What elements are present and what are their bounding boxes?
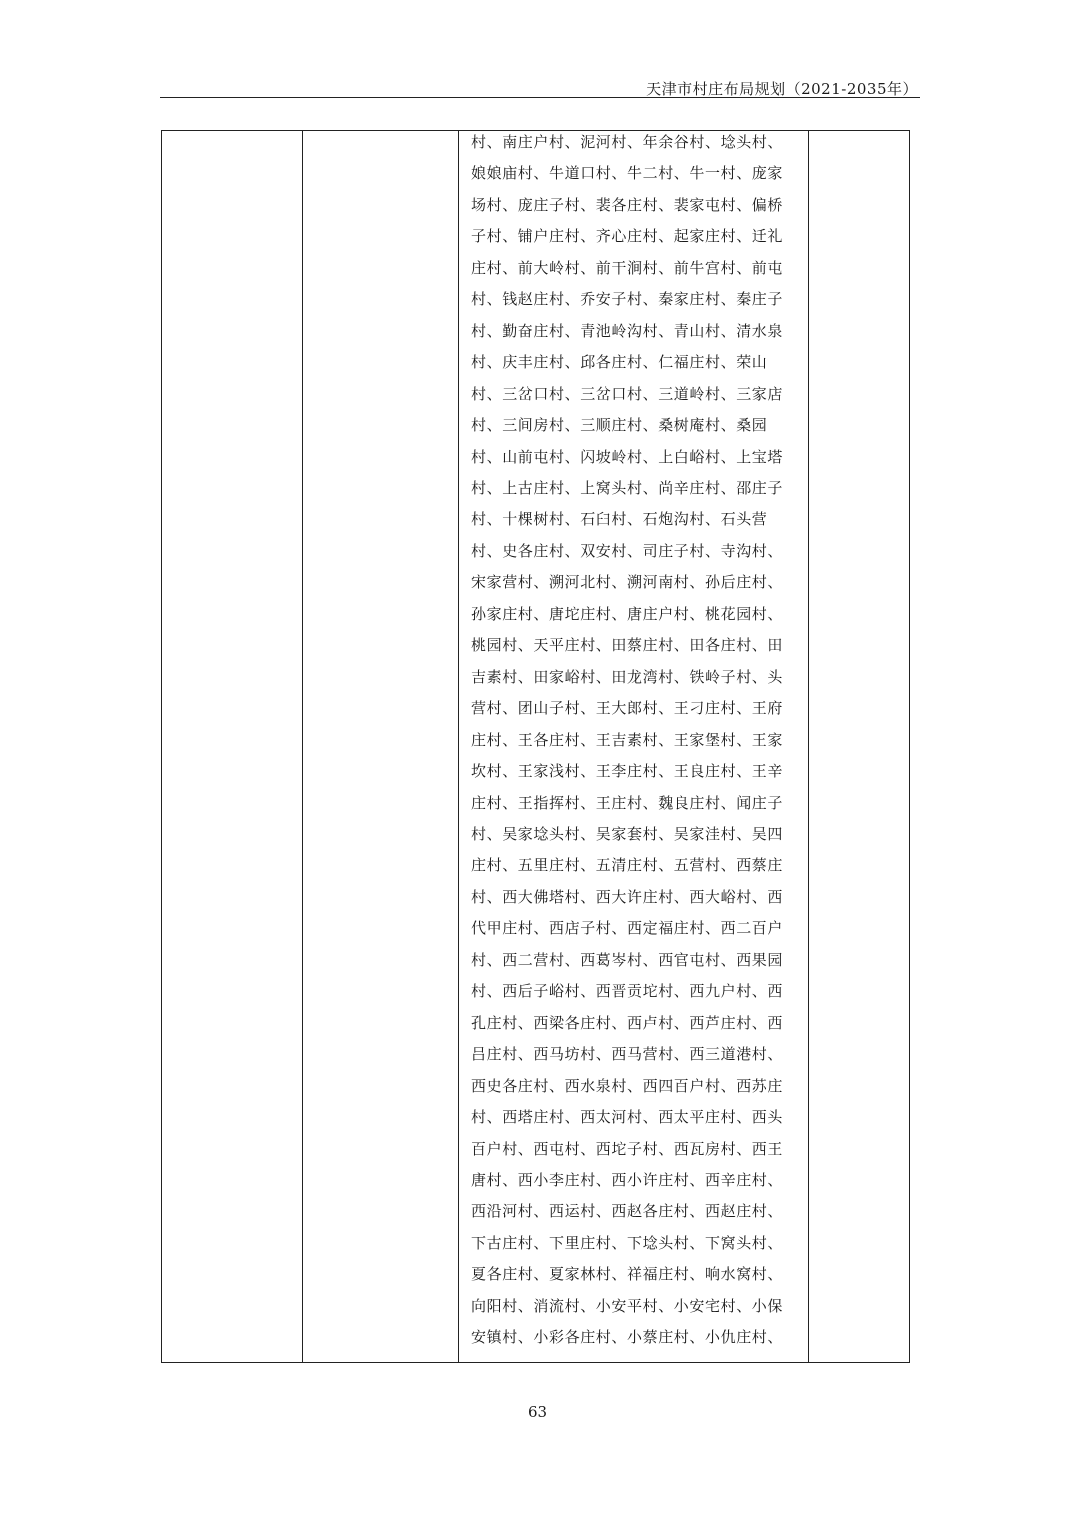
- village-list-line: 村、西大佛塔村、西大许庄村、西大峪村、西: [471, 887, 784, 906]
- village-list-line: 子村、铺户庄村、齐心庄村、起家庄村、迁礼: [471, 227, 784, 246]
- village-list-line: 唐村、西小李庄村、西小许庄村、西辛庄村、: [471, 1170, 784, 1189]
- village-list-line: 村、三间房村、三顺庄村、桑树庵村、桑园: [471, 416, 768, 435]
- page-header-title: 天津市村庄布局规划（2021-2035年）: [646, 80, 918, 98]
- village-list-line: 吉素村、田家峪村、田龙湾村、铁岭子村、头: [471, 667, 784, 686]
- village-list-line: 下古庄村、下里庄村、下埝头村、下窝头村、: [471, 1233, 784, 1252]
- village-list-cell: [471, 127, 797, 1354]
- village-list-line: 西沿河村、西运村、西赵各庄村、西赵庄村、: [471, 1202, 784, 1221]
- village-list-line: 安镇村、小彩各庄村、小蔡庄村、小仇庄村、: [471, 1328, 784, 1347]
- village-list-line: 村、十棵树村、石臼村、石炮沟村、石头营: [471, 510, 768, 529]
- table-column-divider: [302, 131, 303, 1362]
- village-list-line: 场村、庞庄子村、裴各庄村、裴家屯村、偏桥: [471, 195, 784, 214]
- village-list-line: 营村、团山子村、王大郎村、王刁庄村、王府: [471, 699, 784, 718]
- village-table: [161, 130, 910, 1363]
- village-list-line: 百户村、西屯村、西坨子村、西瓦房村、西王: [471, 1139, 784, 1158]
- village-list-line: 向阳村、消流村、小安平村、小安宅村、小保: [471, 1296, 784, 1315]
- village-list-line: 夏各庄村、夏家林村、祥福庄村、响水窝村、: [471, 1265, 784, 1284]
- village-list-line: 西史各庄村、西水泉村、西四百户村、西苏庄: [471, 1076, 784, 1095]
- village-list-line: 村、钱赵庄村、乔安子村、秦家庄村、秦庄子: [471, 290, 784, 309]
- village-list-line: 村、山前屯村、闪坡岭村、上白峪村、上宝塔: [471, 447, 784, 466]
- village-list-line: 村、西后子峪村、西晋贡坨村、西九户村、西: [471, 982, 784, 1001]
- village-list-line: 吕庄村、西马坊村、西马营村、西三道港村、: [471, 1045, 784, 1064]
- table-column-divider: [458, 131, 459, 1362]
- village-list-line: 庄村、前大岭村、前干涧村、前牛宫村、前屯: [471, 258, 784, 277]
- table-column-divider: [808, 131, 809, 1362]
- village-list-line: 村、史各庄村、双安村、司庄子村、寺沟村、: [471, 541, 784, 560]
- village-list-line: 庄村、王指挥村、王庄村、魏良庄村、闻庄子: [471, 793, 784, 812]
- village-list-line: 孙家庄村、唐坨庄村、唐庄户村、桃花园村、: [471, 604, 784, 623]
- village-list-line: 村、上古庄村、上窝头村、尚辛庄村、邵庄子: [471, 478, 784, 497]
- village-list-line: 坎村、王家浅村、王李庄村、王良庄村、王辛: [471, 762, 784, 781]
- village-list-line: 宋家营村、溯河北村、溯河南村、孙后庄村、: [471, 573, 784, 592]
- header-rule: [160, 97, 920, 98]
- village-list-line: 桃园村、天平庄村、田蔡庄村、田各庄村、田: [471, 636, 784, 655]
- village-list-line: 庄村、王各庄村、王吉素村、王家堡村、王家: [471, 730, 784, 749]
- village-list-line: 村、南庄户村、泥河村、年余谷村、埝头村、: [471, 133, 784, 151]
- village-list-line: 村、三岔口村、三岔口村、三道岭村、三家店: [471, 384, 784, 403]
- village-list-line: 庄村、五里庄村、五清庄村、五营村、西蔡庄: [471, 856, 784, 875]
- village-list-line: 村、勤奋庄村、青池岭沟村、青山村、清水泉: [471, 321, 784, 340]
- village-list-line: 村、庆丰庄村、邱各庄村、仁福庄村、荣山: [471, 353, 768, 372]
- village-list-line: 代甲庄村、西店子村、西定福庄村、西二百户: [471, 919, 784, 938]
- village-list-line: 村、吴家埝头村、吴家套村、吴家洼村、吴四: [471, 824, 784, 843]
- village-list-line: 孔庄村、西梁各庄村、西卢村、西芦庄村、西: [471, 1013, 784, 1032]
- village-list-line: 娘娘庙村、牛道口村、牛二村、牛一村、庞家: [471, 164, 784, 183]
- page-number: 63: [527, 1403, 548, 1421]
- village-list-line: 村、西二营村、西葛岑村、西官屯村、西果园: [471, 950, 784, 969]
- village-list-line: 村、西塔庄村、西太河村、西太平庄村、西头: [471, 1108, 784, 1127]
